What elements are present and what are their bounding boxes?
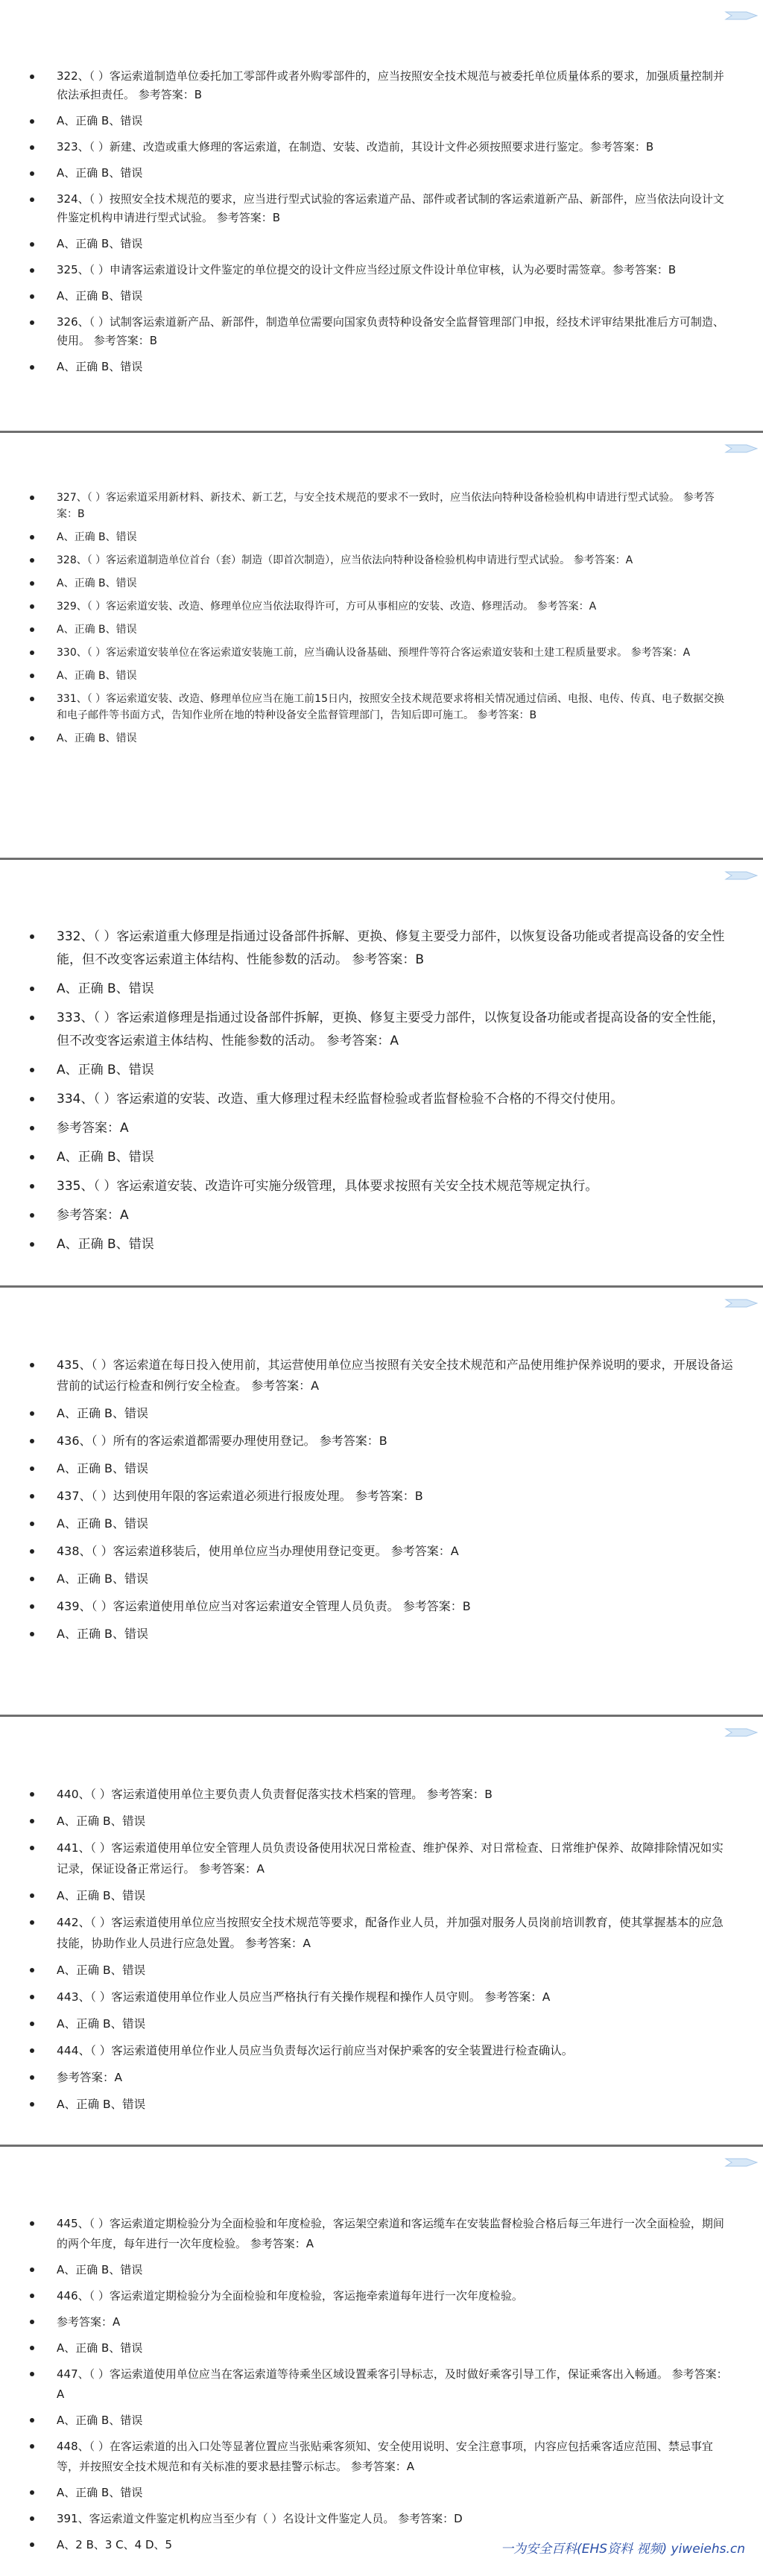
list-item: 447、（ ）客运索道使用单位应当在客运索道等待乘坐区域设置乘客引导标志，及时做好乘客引导工作，保证乘客出入畅通。 参考答案：A — [30, 2364, 734, 2405]
list-item: A、正确 B、错误 — [30, 164, 734, 183]
corner-arrow-icon — [724, 1726, 759, 1739]
list-item: 参考答案：A — [30, 1204, 734, 1227]
list-item: 437、（ ）达到使用年限的客运索道必须进行报废处理。 参考答案：B — [30, 1486, 734, 1507]
list-item: 335、（ ）客运索道安装、改造许可实施分级管理，具体要求按照有关安全技术规范等规定执行。 — [30, 1175, 734, 1198]
list-item: A、正确 B、错误 — [30, 358, 734, 376]
slide-4 — [0, 1288, 763, 1715]
slide-5 — [0, 1717, 763, 2145]
list-item: 391、客运索道文件鉴定机构应当至少有（ ）名设计文件鉴定人员。 参考答案：D — [30, 2509, 734, 2529]
list-item: 438、（ ）客运索道移装后，使用单位应当办理使用登记变更。 参考答案：A — [30, 1541, 734, 1562]
list-item: 440、（ ）客运索道使用单位主要负责人负责督促落实技术档案的管理。 参考答案：B — [30, 1784, 734, 1805]
list-item: A、正确 B、错误 — [30, 2338, 734, 2358]
list-item: A、正确 B、错误 — [30, 978, 734, 1001]
list-item: A、正确 B、错误 — [30, 2094, 734, 2115]
list-item: A、正确 B、错误 — [30, 621, 734, 638]
corner-arrow-icon — [724, 2156, 759, 2169]
list-item: 448、（ ）在客运索道的出入口处等显著位置应当张贴乘客须知、安全使用说明、安全注意事项，内容应包括乘客适应范围、禁忌事宜等，并按照安全技术规范和有关标准的要求悬挂警示标志。 参考答案：A — [30, 2437, 734, 2477]
question-list — [30, 490, 734, 753]
list-item: 436、（ ）所有的客运索道都需要办理使用登记。 参考答案：B — [30, 1431, 734, 1452]
list-item: 326、（ ）试制客运索道新产品、新部件，制造单位需要向国家负责特种设备安全监督管理部门申报，经技术评审结果批准后方可制造、使用。 参考答案：B — [30, 313, 734, 350]
list-item: 参考答案：A — [30, 2067, 734, 2088]
list-item: 322、（ ）客运索道制造单位委托加工零部件或者外购零部件的，应当按照安全技术规范与被委托单位质量体系的要求，加强质量控制并依法承担责任。 参考答案：B — [30, 67, 734, 104]
list-item: 333、（ ）客运索道修理是指通过设备部件拆解，更换、修复主要受力部件，以恢复设备功能或者提高设备的安全性能，但不改变客运索道主体结构、性能参数的活动。 参考答案：A — [30, 1007, 734, 1053]
list-item: A、正确 B、错误 — [30, 575, 734, 592]
list-item: 445、（ ）客运索道定期检验分为全面检验和年度检验，客运架空索道和客运缆车在安装监督检验合格后每三年进行一次全面检验，期间的两个年度，每年进行一次年度检验。 参考答案：A — [30, 2214, 734, 2254]
question-list — [30, 1355, 734, 1651]
slide-3 — [0, 860, 763, 1285]
corner-arrow-icon — [724, 1297, 759, 1310]
corner-arrow-icon — [724, 9, 759, 22]
list-item: 435、（ ）客运索道在每日投入使用前，其运营使用单位应当按照有关安全技术规范和产品使用维护保养说明的要求，开展设备运营前的试运行检查和例行安全检查。 参考答案：A — [30, 1355, 734, 1396]
list-item: 334、（ ）客运索道的安装、改造、重大修理过程未经监督检验或者监督检验不合格的不得交付使用。 — [30, 1088, 734, 1111]
list-item: 324、（ ）按照安全技术规范的要求，应当进行型式试验的客运索道产品、部件或者试制的客运索道新产品、新部件，应当依法向设计文件鉴定机构申请进行型式试验。 参考答案：B — [30, 190, 734, 227]
list-item: A、正确 B、错误 — [30, 1624, 734, 1645]
list-item: A、正确 B、错误 — [30, 1960, 734, 1981]
list-item: 444、（ ）客运索道使用单位作业人员应当负责每次运行前应当对保护乘客的安全装置进行检查确认。 — [30, 2040, 734, 2061]
list-item: A、正确 B、错误 — [30, 2483, 734, 2503]
list-item: A、正确 B、错误 — [30, 1059, 734, 1082]
question-list — [30, 1784, 734, 2121]
list-item: 442、（ ）客运索道使用单位应当按照安全技术规范等要求，配备作业人员，并加强对服务人员岗前培训教育，使其掌握基本的应急技能，协助作业人员进行应急处置。 参考答案：A — [30, 1912, 734, 1954]
list-item: A、正确 B、错误 — [30, 2411, 734, 2431]
question-list — [30, 2214, 734, 2561]
list-item: 328、（ ）客运索道制造单位首台（套）制造（即首次制造），应当依法向特种设备检验机构申请进行型式试验。 参考答案：A — [30, 552, 734, 569]
list-item: A、正确 B、错误 — [30, 529, 734, 545]
list-item: A、正确 B、错误 — [30, 1458, 734, 1479]
list-item: A、正确 B、错误 — [30, 1513, 734, 1534]
list-item: 参考答案：A — [30, 1117, 734, 1140]
list-item: 329、（ ）客运索道安装、改造、修理单位应当依法取得许可，方可从事相应的安装、改造、修理活动。 参考答案：A — [30, 598, 734, 615]
list-item: 327、（ ）客运索道采用新材料、新技术、新工艺，与安全技术规范的要求不一致时，应当依法向特种设备检验机构申请进行型式试验。 参考答案：B — [30, 490, 734, 522]
corner-arrow-icon — [724, 442, 759, 455]
list-item: 323、（ ）新建、改造或重大修理的客运索道，在制造、安装、改造前，其设计文件必须按照要求进行鉴定。参考答案：B — [30, 138, 734, 156]
list-item: 325、（ ）申请客运索道设计文件鉴定的单位提交的设计文件应当经过原文件设计单位审核，认为必要时需签章。参考答案：B — [30, 261, 734, 279]
list-item: A、正确 B、错误 — [30, 287, 734, 306]
list-item: A、正确 B、错误 — [30, 1885, 734, 1906]
question-list — [30, 925, 734, 1262]
list-item: 446、（ ）客运索道定期检验分为全面检验和年度检验，客运拖牵索道每年进行一次年度检验。 — [30, 2286, 734, 2306]
list-item: A、正确 B、错误 — [30, 1233, 734, 1256]
list-item: 439、（ ）客运索道使用单位应当对客运索道安全管理人员负责。 参考答案：B — [30, 1596, 734, 1617]
list-item: A、正确 B、错误 — [30, 1811, 734, 1832]
list-item: 332、（ ）客运索道重大修理是指通过设备部件拆解、更换、修复主要受力部件，以恢复设备功能或者提高设备的安全性能，但不改变客运索道主体结构、性能参数的活动。 参考答案：B — [30, 925, 734, 972]
list-item: A、2 B、3 C、4 D、5 — [30, 2535, 734, 2555]
corner-arrow-icon — [724, 869, 759, 882]
list-item: 441、（ ）客运索道使用单位安全管理人员负责设备使用状况日常检查、维护保养、对日常检查、日常维护保养、故障排除情况如实记录，保证设备正常运行。 参考答案：A — [30, 1838, 734, 1879]
list-item: 330、（ ）客运索道安装单位在客运索道安装施工前，应当确认设备基础、预埋件等符合客运索道安装和土建工程质量要求。 参考答案：A — [30, 645, 734, 661]
list-item: A、正确 B、错误 — [30, 2260, 734, 2280]
list-item: A、正确 B、错误 — [30, 112, 734, 130]
question-list — [30, 67, 734, 384]
slide-1 — [0, 0, 763, 431]
list-item: 331、（ ）客运索道安装、改造、修理单位应当在施工前15日内，按照安全技术规范要求将相关情况通过信函、电报、电传、传真、电子数据交换和电子邮件等书面方式，告知作业所在地的特种设备安全监督管理部门，告知后即可施工。 参考答案：B — [30, 691, 734, 724]
list-item: A、正确 B、错误 — [30, 2013, 734, 2034]
list-item: A、正确 B、错误 — [30, 1569, 734, 1589]
list-item: A、正确 B、错误 — [30, 1146, 734, 1169]
list-item: 443、（ ）客运索道使用单位作业人员应当严格执行有关操作规程和操作人员守则。 参考答案：A — [30, 1987, 734, 2007]
slide-6 — [0, 2147, 763, 2576]
footer-watermark: 一为安全百科(EHS资料 视频) yiweiehs.cn — [501, 2542, 745, 2557]
list-item: A、正确 B、错误 — [30, 235, 734, 253]
slide-2 — [0, 433, 763, 858]
list-item: A、正确 B、错误 — [30, 730, 734, 747]
list-item: A、正确 B、错误 — [30, 668, 734, 684]
list-item: 参考答案：A — [30, 2312, 734, 2332]
list-item: A、正确 B、错误 — [30, 1403, 734, 1424]
